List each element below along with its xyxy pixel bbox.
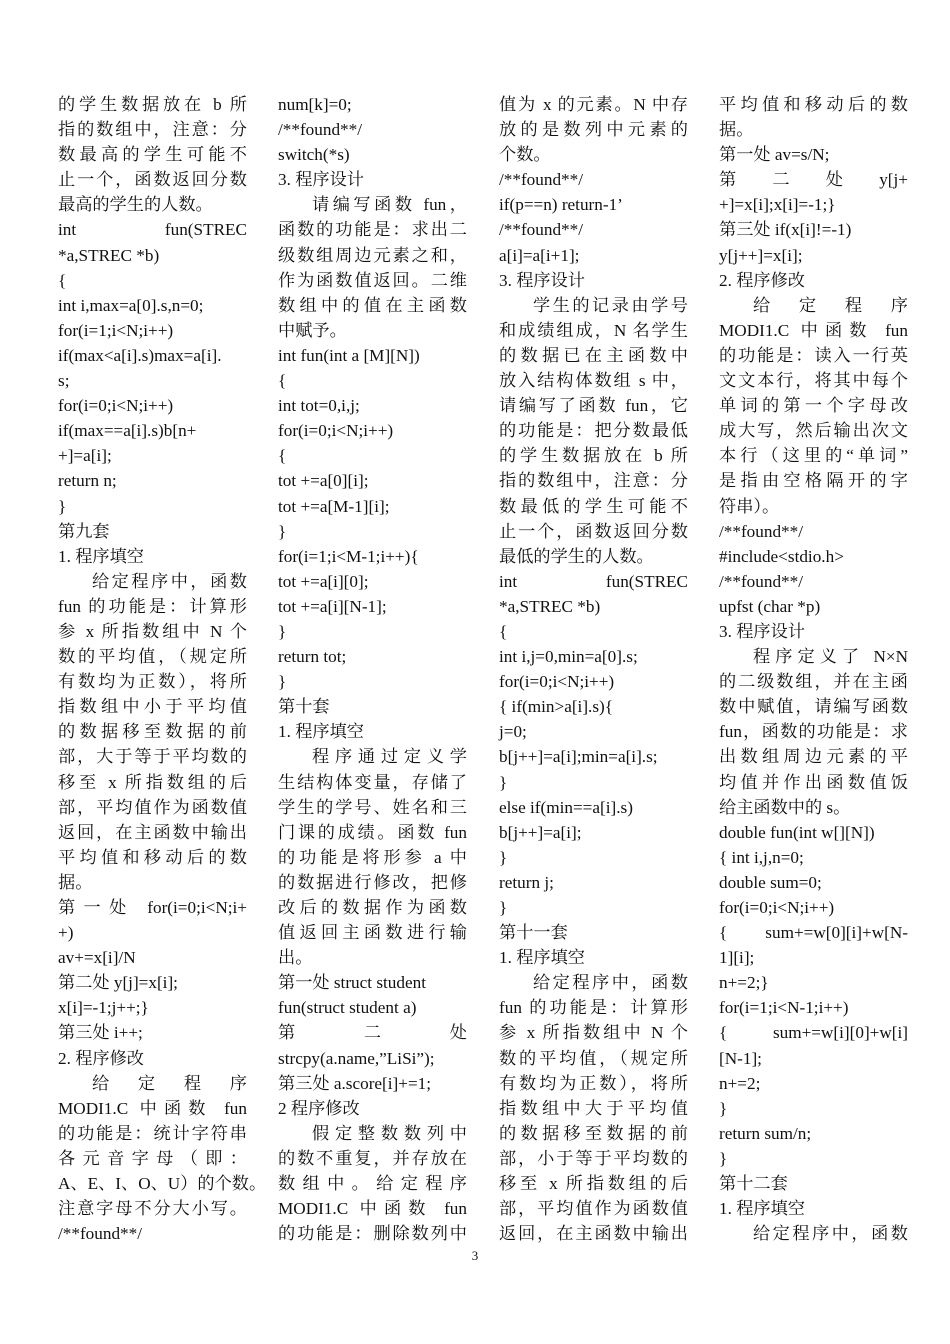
text-line: 第九套: [58, 521, 110, 541]
text-line: 注意字母不分大小写。: [58, 1199, 247, 1219]
text-line: upfst (char *p): [719, 596, 821, 616]
text-line: 参 x 所指数组中 N 个: [499, 1023, 688, 1043]
text-line: 2 程序修改: [278, 1098, 360, 1118]
text-line: double sum=0;: [719, 872, 822, 892]
text-line: b[j++]=a[i];min=a[i].s;: [499, 747, 658, 767]
text-line: }: [278, 621, 287, 641]
page-number: 3: [471, 1248, 479, 1263]
text-line: s;: [58, 371, 70, 391]
text-line: 程序通过定义学: [312, 747, 467, 767]
text-line: 学生的学号、姓名和三: [278, 797, 467, 817]
text-line: 返回，在主函数中输出: [499, 1224, 688, 1244]
text-line: 第一处 struct student: [278, 973, 426, 993]
text-line: 门课的成绩。函数 fun: [278, 822, 467, 842]
text-line: int i,max=a[0].s,n=0;: [58, 295, 204, 315]
text-line: a[i]=a[i+1];: [499, 245, 580, 265]
text-line: 1. 程序填空: [278, 722, 364, 742]
text-line: 部，平均值作为函数值: [58, 797, 247, 817]
text-line: 的学生数据放在 b 所: [58, 95, 247, 114]
text-line: { int i,j,n=0;: [719, 847, 804, 867]
text-line: }: [58, 496, 67, 516]
text-line: 返回，在主函数中输出: [58, 822, 247, 842]
text-line: }: [499, 898, 508, 917]
text-line: 单词的第一个字母改: [719, 396, 908, 416]
text-line: 和成绩组成，N 名学生: [499, 320, 688, 340]
text-line: av+=x[i]/N: [58, 948, 136, 968]
text-line: {: [58, 270, 67, 290]
text-line: +): [58, 923, 74, 943]
text-line: MODI1.C 中函数 fun: [719, 320, 908, 340]
text-line: 符串）。: [719, 496, 780, 516]
text-line: x[i]=-1;j++;}: [58, 998, 149, 1018]
text-line: 数组中。给定程序: [278, 1174, 467, 1194]
text-line: /**found**/: [499, 170, 584, 190]
text-line: 给主函数中的 s。: [719, 797, 851, 817]
text-line: 的二级数组，并在主函: [719, 672, 908, 692]
text-line: 程序定义了 N×N: [753, 647, 908, 667]
text-line: MODI1.C 中函数 fun: [58, 1098, 247, 1118]
text-line: 生结构体变量，存储了: [278, 772, 467, 792]
text-line: b[j++]=a[i];: [499, 822, 582, 842]
text-line: 指的数组中，注意：分: [58, 120, 247, 140]
text-line: 给定程序: [92, 1073, 247, 1093]
text-line: 请编写函数 fun，: [312, 195, 467, 215]
text-line: 1. 程序填空: [719, 1199, 805, 1219]
text-line: 第二处 y[j]=x[i];: [58, 973, 178, 993]
text-line: j=0;: [499, 722, 527, 742]
text-line: return tot;: [278, 647, 347, 667]
text-line: 第十套: [278, 697, 330, 717]
text-line: 作为函数值返回。二维: [278, 270, 467, 290]
text-line: if(p==n) return-1’: [499, 195, 623, 215]
text-line: tot +=a[i][0];: [278, 571, 369, 591]
text-line: 最高的学生的人数。: [58, 195, 213, 215]
text-line: *a,STREC *b): [499, 596, 601, 616]
text-line: 的数据进行修改，把修: [278, 872, 467, 892]
text-line: *a,STREC *b): [58, 245, 160, 265]
text-line: 1][i];: [719, 948, 755, 968]
text-line: {: [499, 621, 508, 641]
text-line: }: [719, 1098, 728, 1118]
text-line: 数最高的学生可能不: [58, 145, 247, 165]
text-line: 的数据移至数据的前: [58, 722, 247, 742]
text-line: A、E、I、O、U）的个数。: [58, 1174, 267, 1194]
text-line: 给定程序中，函数: [533, 973, 688, 993]
text-line: for(i=0;i<N;i++): [719, 898, 835, 917]
text-line: +]=x[i];x[i]=-1;}: [719, 195, 836, 215]
text-line: 部，平均值作为函数值: [499, 1199, 688, 1219]
text-line: 出。: [278, 948, 313, 968]
text-line: 成大写，然后输出次文: [719, 421, 908, 441]
text-line: /**found**/: [278, 120, 363, 140]
text-line: { if(min>a[i].s){: [499, 697, 614, 717]
text-line: /**found**/: [719, 571, 804, 591]
text-line: n+=2;}: [719, 973, 769, 993]
text-line: num[k]=0;: [278, 95, 352, 114]
text-line: 部，大于等于平均数的: [58, 747, 247, 767]
text-line: 有数均为正数），将所: [58, 672, 247, 692]
text-line: }: [719, 1148, 728, 1168]
text-line: 的学生数据放在 b 所: [499, 446, 688, 466]
text-line: [N-1];: [719, 1048, 762, 1068]
text-line: int tot=0,i,j;: [278, 396, 360, 416]
text-line: { sum+=w[0][i]+w[N-: [719, 923, 908, 943]
text-line: 止一个，函数返回分数: [499, 521, 688, 541]
text-line: 指的数组中，注意：分: [499, 471, 688, 491]
text-line: 3. 程序设计: [278, 170, 364, 190]
text-line: 2. 程序修改: [719, 270, 805, 290]
text-line: 第十一套: [499, 923, 568, 943]
text-line: return j;: [499, 872, 554, 892]
text-line: return n;: [58, 471, 117, 491]
text-line: 数最低的学生可能不: [499, 496, 688, 516]
text-line: 级数组周边元素之和，: [278, 245, 467, 265]
text-line: 数的平均值，（规定所: [58, 647, 247, 667]
text-line: 指数组中大于平均值: [499, 1098, 688, 1118]
text-line: 均值并作出函数值饭: [719, 772, 908, 792]
text-line: 数的平均值，（规定所: [499, 1048, 688, 1068]
text-line: 各元音字母（即：: [58, 1148, 247, 1168]
text-line: if(max==a[i].s)b[n+: [58, 421, 197, 441]
text-line: tot +=a[i][N-1];: [278, 596, 387, 616]
text-line: 的功能是：把分数最低: [499, 421, 688, 441]
text-line: 第一处 for(i=0;i<N;i+: [58, 898, 247, 917]
text-line: 个数。: [499, 145, 551, 165]
text-line: 的数据移至数据的前: [499, 1123, 688, 1143]
text-line: 出数组周边元素的平: [719, 747, 908, 767]
text-line: 第三处 a.score[i]+=1;: [278, 1073, 432, 1093]
text-line: 值返回主函数进行输: [278, 923, 467, 943]
text-line: 改后的数据作为函数: [278, 898, 467, 917]
text-line: 参 x 所指数组中 N 个: [58, 621, 247, 641]
text-line: if(max<a[i].s)max=a[i].: [58, 345, 222, 365]
text-line: y[j++]=x[i];: [719, 245, 803, 265]
text-line: }: [499, 772, 508, 792]
text-line: 假定整数数列中: [312, 1123, 467, 1143]
text-line: 3. 程序设计: [719, 621, 805, 641]
text-line: for(i=1;i<M-1;i++){: [278, 546, 419, 566]
text-column-4: [719, 92, 908, 1246]
text-line: int fun(STREC: [499, 571, 688, 591]
text-line: MODI1.C 中函数 fun: [278, 1199, 467, 1219]
text-line: fun(struct student a): [278, 998, 417, 1018]
text-line: 的数据已在主函数中: [499, 345, 688, 365]
text-line: 指数组中小于平均值: [58, 697, 247, 717]
text-line: 是指由空格隔开的字: [719, 471, 908, 491]
text-line: {: [278, 371, 287, 391]
text-line: int i,j=0,min=a[0].s;: [499, 647, 638, 667]
text-line: n+=2;: [719, 1073, 761, 1093]
text-line: 2. 程序修改: [58, 1048, 144, 1068]
text-line: 止一个，函数返回分数: [58, 170, 247, 190]
text-line: 的功能是：删除数列中: [278, 1224, 467, 1244]
text-line: 的数不重复，并存放在: [278, 1148, 467, 1168]
text-line: fun 的功能是：计算形: [499, 998, 688, 1018]
text-line: 文文本行，将其中每个: [719, 371, 908, 391]
text-line: return sum/n;: [719, 1123, 812, 1143]
text-line: 第 二 处: [278, 1023, 467, 1043]
text-line: 函数的功能是：求出二: [278, 220, 467, 240]
text-line: int fun(STREC: [58, 220, 247, 240]
text-line: tot +=a[0][i];: [278, 471, 369, 491]
text-line: switch(*s): [278, 145, 350, 165]
text-line: { sum+=w[i][0]+w[i]: [719, 1023, 908, 1043]
text-line: 平均值和移动后的数: [719, 95, 908, 114]
text-column-3: [499, 92, 688, 1246]
text-line: 1. 程序填空: [499, 948, 585, 968]
text-line: 据。: [719, 120, 754, 140]
text-line: for(i=0;i<N;i++): [499, 672, 615, 692]
text-line: /**found**/: [719, 521, 804, 541]
text-column-2: [278, 92, 467, 1246]
text-line: #include<stdio.h>: [719, 546, 844, 566]
text-line: 的功能是：统计字符串: [58, 1123, 247, 1143]
text-line: 放的是数列中元素的: [499, 120, 688, 140]
text-line: /**found**/: [58, 1224, 143, 1244]
text-line: tot +=a[M-1][i];: [278, 496, 390, 516]
text-line: {: [278, 446, 287, 466]
text-line: 的功能是：读入一行英: [719, 345, 908, 365]
text-line: 第三处 i++;: [58, 1023, 143, 1043]
text-line: 部，小于等于平均数的: [499, 1148, 688, 1168]
text-line: 给定程序中，函数: [92, 571, 247, 591]
text-line: +]=a[i];: [58, 446, 112, 466]
text-line: 放入结构体数组 s 中，: [499, 371, 688, 391]
text-line: strcpy(a.name,”LiSi”);: [278, 1048, 435, 1068]
text-line: 给定程序中，函数: [753, 1224, 908, 1244]
text-line: 数中赋值，请编写函数: [719, 697, 908, 717]
text-line: 第一处 av=s/N;: [719, 145, 830, 165]
text-line: double fun(int w[][N]): [719, 822, 875, 842]
text-line: 给定程序: [753, 295, 908, 315]
text-line: 移至 x 所指数组的后: [58, 772, 247, 792]
text-line: fun，函数的功能是：求: [719, 722, 908, 742]
text-line: 中赋予。: [278, 320, 347, 340]
text-column-1: [58, 92, 267, 1246]
text-line: /**found**/: [499, 220, 584, 240]
text-line: else if(min==a[i].s): [499, 797, 633, 817]
text-line: for(i=0;i<N;i++): [58, 396, 174, 416]
text-line: 本行（这里的“单词”: [719, 446, 908, 466]
text-line: 请编写了函数 fun，它: [499, 396, 688, 416]
text-line: 移至 x 所指数组的后: [499, 1174, 688, 1194]
text-line: for(i=1;i<N-1;i++): [719, 998, 849, 1018]
text-line: for(i=0;i<N;i++): [278, 421, 394, 441]
text-line: 1. 程序填空: [58, 546, 144, 566]
text-line: 学生的记录由学号: [533, 295, 688, 315]
text-line: 第三处 if(x[i]!=-1): [719, 220, 852, 240]
text-line: 有数均为正数），将所: [499, 1073, 688, 1093]
text-line: 平均值和移动后的数: [58, 847, 247, 867]
text-line: 据。: [58, 872, 93, 892]
text-line: 数组中的值在主函数: [278, 295, 467, 315]
text-line: fun 的功能是：计算形: [58, 596, 247, 616]
text-line: }: [278, 672, 287, 692]
text-line: 第 二 处 y[j+: [719, 170, 908, 190]
text-line: int fun(int a [M][N]): [278, 345, 420, 365]
text-line: 第十二套: [719, 1174, 788, 1194]
text-line: 值为 x 的元素。N 中存: [499, 95, 688, 114]
text-line: for(i=1;i<N;i++): [58, 320, 174, 340]
text-line: 最低的学生的人数。: [499, 546, 654, 566]
text-line: 的功能是将形参 a 中: [278, 847, 467, 867]
text-line: }: [499, 847, 508, 867]
text-line: 3. 程序设计: [499, 270, 585, 290]
text-line: }: [278, 521, 287, 541]
